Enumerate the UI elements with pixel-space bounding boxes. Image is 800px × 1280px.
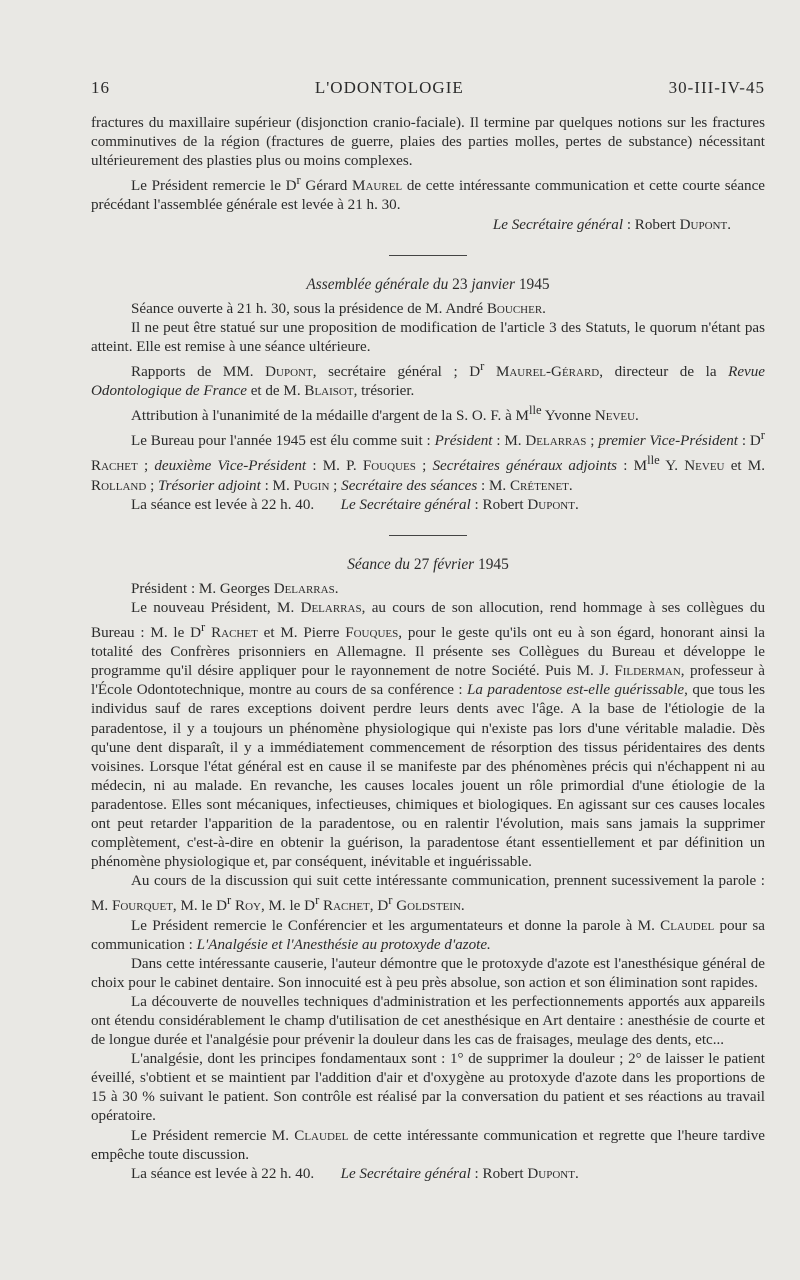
page-body (91, 114, 765, 1184)
section-divider (389, 535, 467, 536)
session-paragraph-1: Le nouveau Président, M. Delarras, au cours de son allocution, rend hommage à ses collègues du Bureau : M. le $D^r$ Rachet et M. Pierre Fouques, pour le geste qu'ils ont eu à son égard, honorant ainsi la totalité des Confrères prisonniers en Allemagne. Il présente ses Collègues du Bureau et développe le programme qu'il désire appliquer pour le rayonnement de notre Société. Puis M. J. Filderman, professeur à l'École Odontotechnique, montre au cours de sa conférence : La paradentose est-elle guérissable, que tous les individus sauf de rares exceptions doivent perdre leurs dents avec l'âge. A la base de l'étiologie de la paradentose, il y a toujours un phénomène physiologique qui n'existe pas lors d'une véritable maladie. Dès qu'une dent disparaît, il y a immédiatement commencement de résorption des tissus péridentaires des dents voisines. Lorsque l'état général est en cause il se manifeste par des phénomènes précis qui n'échappent ni au médecin, ni au malade. En revanche, les causes locales jouent un rôle primordial d'une étiologie de la paradentose. Elles sont mécaniques, infectieuses, chimiques et biologiques. En agissant sur ces causes locales ont peut retarder l'apparition de la paradentose, ou en ralentir l'évolution, mais sans jamais la supprimer complètement, c'est-à-dire en obtenir la guérison, la paradentose étant essentiellement et par définition un phénomène physiologique et, par conséquent, inévitable et inguérissable. (91, 599, 766, 871)
page-header (91, 78, 765, 98)
assembly-quorum: Il ne peut être statué sur une proposition de modification de l'article 3 des Statuts, le quorum n'étant pas atteint. Elle est remise à une séance ultérieure. (91, 319, 765, 355)
session-paragraph-6: L'analgésie, dont les principes fondamentaux sont : 1° de supprimer la douleur ; 2° de laisser le patient éveillé, s'obtient et se maintient par l'addition d'air et d'oxygène au protoxyde d'azote dans les proportions de 15 à 30 % suivant le patient. Son contrôle est réalisé par la conversation du patient et ses réactions au travail opératoire. (91, 1051, 765, 1125)
session-paragraph-7: Le Président remercie M. Claudel de cette intéressante communication et regrette que l'heure tardive empêche toute discussion. (91, 1127, 765, 1163)
assembly-opening: Séance ouverte à 21 h. 30, sous la présidence de M. André Boucher. (131, 300, 546, 317)
session-closing: La séance est levée à 22 h. 40. Le Secrétaire général : Robert Dupont. (131, 1165, 579, 1182)
journal-title: L'ODONTOLOGIE (314, 78, 464, 97)
intro-signature: Le Secrétaire général : Robert Dupont. (492, 216, 731, 233)
issue-date: 30-III-IV-45 (668, 78, 765, 97)
assembly-reports: Rapports de MM. Dupont, secrétaire général ; $D^r$ Maurel-Gérard, directeur de la Revue Odontologique de France et de M. Blaisot, trésorier. (91, 358, 765, 400)
session-paragraph-5: La découverte de nouvelles techniques d'administration et les perfectionnements apportés aux appareils ont étendu considérablement le champ d'utilisation de cet anesthésique en Art dentaire : anesthésie de courte et de longue durée et l'analgésie pour prévenir la douleur dans les cas de fraisages, meulage des dents, etc... (91, 993, 765, 1049)
assembly-medal: Attribution à l'unanimité de la médaille d'argent de la S. O. F. à $M^{lle}$ Yvonne Neveu. (131, 403, 639, 425)
session-paragraph-4: Dans cette intéressante causerie, l'auteur démontre que le protoxyde d'azote est l'anesthésique général de choix pour le cabinet dentaire. Son innocuité est à peu près absolue, son action et son élimination sont rapides. (91, 955, 765, 991)
intro-thanks-paragraph: Le Président remercie le $D^r$ Gérard Maurel de cette intéressante communication et cette courte séance précédant l'assemblée générale est levée à 21 h. 30. (91, 173, 765, 214)
assembly-closing: La séance est levée à 22 h. 40. Le Secrétaire général : Robert Dupont. (131, 496, 579, 513)
page-number: 16 (91, 78, 110, 97)
session-title: Séance du 27 février 1945 (347, 555, 509, 573)
session-paragraph-2: Au cours de la discussion qui suit cette intéressante communication, prennent sucessivement la parole : M. Fourquet, M. le $D^r$ Roy, M. le $D^r$ Rachet, $D^r$ Goldstein. (91, 873, 765, 915)
assembly-title: Assemblée générale du 23 janvier 1945 (306, 275, 550, 293)
intro-paragraph: fractures du maxillaire supérieur (disjonction cranio-faciale). Il termine par quelques notions sur les fractures comminutives de la région (fractures de guerre, plaies des parties molles, pertes de substance) nécessitant ultérieurement des plasties plus ou moins complexes. (91, 115, 765, 170)
session-paragraph-3: Le Président remercie le Conférencier et les argumentateurs et donne la parole à M. Claudel pour sa communication : L'Analgésie et l'Anesthésie au protoxyde d'azote. (91, 917, 765, 953)
session-president: Président : M. Georges Delarras. (131, 580, 339, 597)
assembly-bureau: Le Bureau pour l'année 1945 est élu comme suit : Président : M. Delarras ; premier Vice-Président : $D^r$ Rachet ; deuxième Vice-Président : M. P. Fouques ; Secrétaires généraux adjoints : $M^{lle}$ Y. Neveu et M. Rolland ; Trésorier adjoint : M. Pugin ; Secrétaire des séances : M. Crétenet. (91, 428, 765, 494)
section-divider (389, 255, 467, 256)
